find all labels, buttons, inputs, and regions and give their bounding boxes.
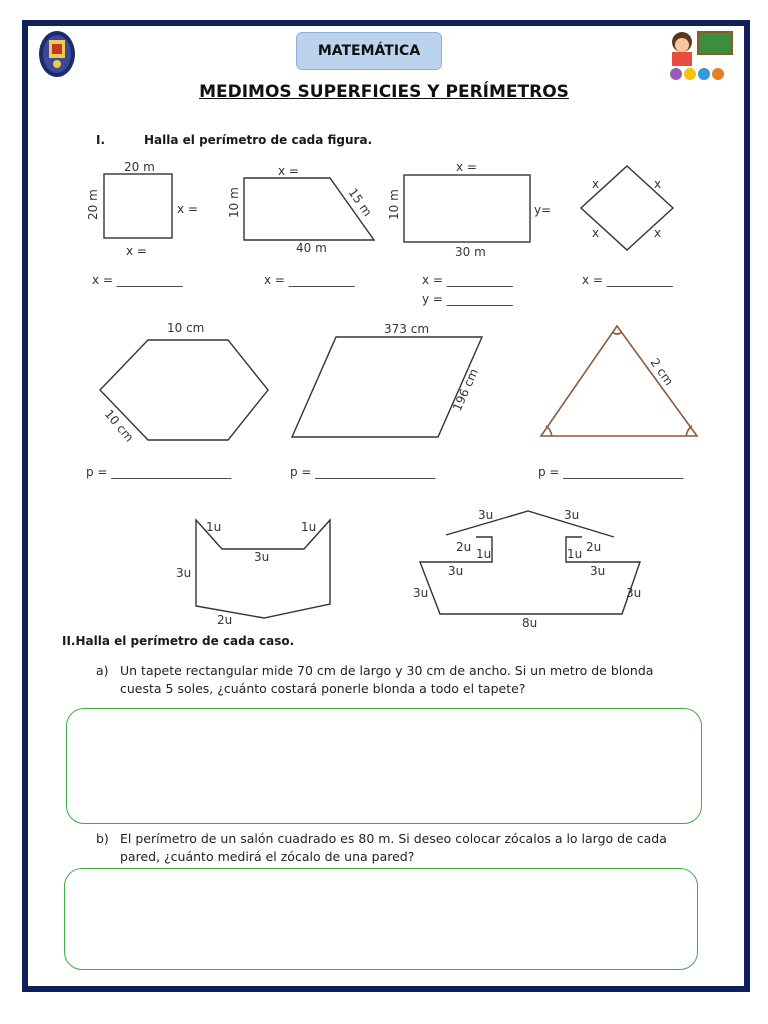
rectangle-right-label: y= (534, 203, 552, 217)
cat-right-ear-label: 1u (301, 520, 317, 534)
hexagon-top-label: 10 cm (167, 321, 205, 335)
section-1-instruction: Halla el perímetro de cada figura. (144, 133, 373, 147)
parallelogram-figure (292, 337, 482, 437)
square-top-label: 20 m (124, 160, 155, 174)
answer-box-b[interactable] (64, 868, 698, 970)
question-b-letter: b) (96, 831, 109, 846)
question-a-letter: a) (96, 663, 109, 678)
answer-box-a[interactable] (66, 708, 702, 824)
trapezoid-slant-label: 15 m (345, 185, 375, 219)
boat-bottom-label: 8u (522, 616, 538, 630)
subject-label: MATEMÁTICA (296, 32, 442, 70)
rhombus-side-label-tl: x (592, 177, 600, 191)
cat-bottom-label: 2u (217, 613, 233, 627)
rectangle-bottom-label: 30 m (455, 245, 486, 259)
boat-side-left-label: 3u (413, 586, 429, 600)
rhombus-side-label-tr: x (654, 177, 662, 191)
boat-left-tab-height-label: 2u (456, 540, 472, 554)
boat-side-right-label: 3u (626, 586, 642, 600)
cat-top-label: 3u (254, 550, 270, 564)
parallelogram-answer: p = ____________________ (290, 465, 436, 479)
hexagon-side-label: 10 cm (101, 406, 137, 445)
boat-deck-left-label: 3u (448, 564, 464, 578)
question-b-text: El perímetro de un salón cuadrado es 80 m. Si deseo colocar zócalos a lo largo de cada pared, ¿cuánto medirá el zócalo de una pared? (120, 831, 667, 864)
square-left-label: 20 m (86, 189, 100, 220)
rhombus-side-label-br: x (654, 226, 662, 240)
trapezoid-answer: x = ___________ (264, 273, 355, 287)
parallelogram-side-label: 196 cm (449, 366, 482, 414)
boat-roof-left-label: 3u (478, 508, 494, 522)
triangle-answer: p = ____________________ (538, 465, 684, 479)
trapezoid-top-label: x = (278, 164, 299, 178)
hexagon-answer: p = ____________________ (86, 465, 232, 479)
rectangle-answer-y: y = ___________ (422, 292, 513, 306)
cat-left-ear-label: 1u (206, 520, 222, 534)
question-a-text: Un tapete rectangular mide 70 cm de largo y 30 cm de ancho. Si un metro de blonda cuesta 5 soles, ¿cuánto costará ponerle blonda a todo el tapete? (120, 663, 654, 696)
boat-roof-right-label: 3u (564, 508, 580, 522)
boat-right-tab-height-label: 2u (586, 540, 602, 554)
section-2-heading: II.Halla el perímetro de cada caso. (62, 634, 295, 648)
square-bottom-label: x = (126, 244, 147, 258)
trapezoid-bottom-label: 40 m (296, 241, 327, 255)
parallelogram-top-label: 373 cm (384, 322, 430, 336)
triangle-side-label: 2 cm (647, 355, 677, 389)
square-right-label: x = (177, 202, 198, 216)
rectangle-left-label: 10 m (387, 189, 401, 220)
section-1-number: I. (96, 133, 106, 147)
square-answer: x = ___________ (92, 273, 183, 287)
trapezoid-left-label: 10 m (227, 187, 241, 218)
square-figure (104, 174, 172, 238)
rectangle-top-label: x = (456, 160, 477, 174)
page-title: MEDIMOS SUPERFICIES Y PERÍMETROS (199, 82, 569, 102)
boat-right-tab-width-label: 1u (567, 547, 583, 561)
cat-shape-figure (196, 520, 330, 618)
boat-left-tab-width-label: 1u (476, 547, 492, 561)
boat-deck-right-label: 3u (590, 564, 606, 578)
rhombus-side-label-bl: x (592, 226, 600, 240)
cat-left-label: 3u (176, 566, 192, 580)
rhombus-answer: x = ___________ (582, 273, 673, 287)
boat-shape-figure (420, 511, 640, 614)
rectangle-answer-x: x = ___________ (422, 273, 513, 287)
rectangle-figure (404, 175, 530, 242)
